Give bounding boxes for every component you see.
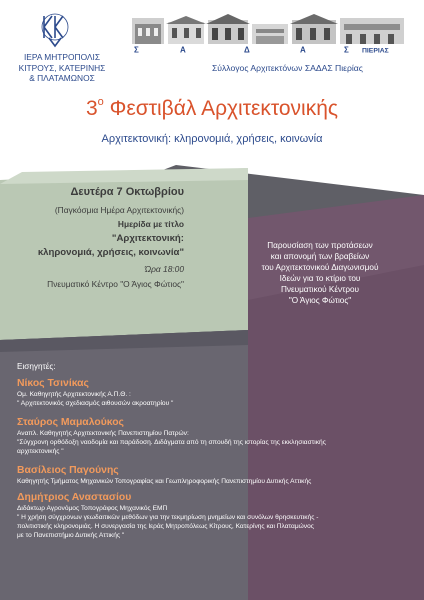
event-meeting: Ημερίδα με τίτλο <box>117 219 184 229</box>
speaker-name: Δημήτριος Αναστασίου <box>17 492 132 503</box>
banner-letter-2: Α <box>180 45 186 54</box>
speaker-talk: "Σύγχρονη ορθόδοξη ναοδομία και παράδοση. Διδάγματα από τη σπουδή της ιστορίας της εκκλησιαστικής <box>17 439 326 446</box>
speaker-role: Αναπλ. Καθηγητής Αρχιτεκτονικής Πανεπιστημίου Πατρών: <box>17 430 189 437</box>
speaker-name: Νίκος Τσινίκας <box>17 378 89 389</box>
presentation-text <box>252 240 388 306</box>
banner-letter-4: Α <box>300 45 306 54</box>
association-banner <box>132 44 404 54</box>
presentation-line: και απονομή των βραβείων <box>270 252 370 261</box>
event-day-text: Δευτέρα 7 Οκτωβρίου <box>70 186 184 198</box>
metropolis-line-1: ΙΕΡΑ ΜΗΤΡΟΠΟΛΙΣ <box>23 52 101 62</box>
speaker-entry <box>17 491 417 540</box>
banner-letter-3: Δ <box>244 45 250 54</box>
presentation-line: Ιδεών για το κτίριο του <box>279 274 361 283</box>
banner-letter-1: Σ <box>134 45 139 54</box>
speaker-talk: αρχιτεκτονικής " <box>17 448 64 455</box>
speaker-name: Βασίλειος Παγούνης <box>17 465 119 476</box>
speaker-name: Σταύρος Μαμαλούκος <box>17 417 124 428</box>
speaker-entry <box>17 416 417 456</box>
event-note: (Παγκόσμια Ημέρα Αρχιτεκτονικής) <box>54 205 184 215</box>
speaker-talk: " Η χρήση σύγχρονων γεωδαιτικών μεθόδων για την τεκμηρίωση μνημείων και συνόλων θρησκευτικής - <box>17 514 319 521</box>
event-topic-line-1: "Αρχιτεκτονική: <box>111 233 184 244</box>
banner-region: ΠΙΕΡΙΑΣ <box>362 47 389 54</box>
event-day <box>71 186 184 198</box>
festival-title <box>0 97 424 121</box>
title-ordinal: ο <box>97 96 104 108</box>
festival-subtitle: Αρχιτεκτονική: κληρονομιά, χρήσεις, κοινωνία <box>101 133 323 145</box>
presentation-line: του Αρχιτεκτονικού Διαγωνισμού <box>261 263 379 272</box>
speaker-talk: πολιτιστικής κληρονομιάς. Η συνεργασία της Ιεράς Μητροπόλεως Κίτρους, Κατερίνης και Πλαταμώνος <box>17 523 314 530</box>
speakers-label: Εισηγητές: <box>17 362 56 371</box>
presentation-line: "Ο Άγιος Φώτιος" <box>288 296 352 305</box>
speaker-role: Ομ. Καθηγητής Αρχιτεκτονικής Α.Π.Θ. : <box>17 391 131 398</box>
title-number: 3 <box>85 97 98 120</box>
event-time: Ώρα 18:00 <box>144 264 184 274</box>
title-text: Φεστιβάλ Αρχιτεκτονικής <box>109 97 339 120</box>
event-venue: Πνευματικό Κέντρο "Ο Άγιος Φώτιος" <box>47 279 184 289</box>
metropolis-line-2: ΚΙΤΡΟΥΣ, ΚΑΤΕΡΙΝΗΣ <box>18 62 106 73</box>
speaker-role: Διδάκτωρ Αγρονόμος Τοπογράφος Μηχανικός ΕΜΠ <box>17 505 168 512</box>
speakers-section <box>17 362 417 545</box>
event-topic-line-2: κληρονομιά, χρήσεις, κοινωνία" <box>37 247 184 258</box>
speaker-talk: " Αρχιτεκτονικός σχεδιασμός αιθουσών ακροατηρίου " <box>17 400 174 407</box>
metropolis-logo-icon <box>40 12 70 50</box>
metropolis-name <box>14 52 110 84</box>
banner-letter-5: Σ <box>344 45 349 54</box>
speaker-entry <box>17 464 417 486</box>
metropolis-line-3: & ΠΛΑΤΑΜΩΝΟΣ <box>29 73 95 83</box>
speaker-role: Καθηγητής Τμήματος Μηχανικών Τοπογραφίας και Γεωπληροφορικής Πανεπιστημίου Δυτικής Αττικής <box>17 478 312 485</box>
speaker-talk: με το Πανεπιστήμιο Δυτικής Αττικής " <box>17 532 125 539</box>
speaker-entry <box>17 377 417 408</box>
presentation-line: Πνευματικού Κέντρου <box>280 285 360 294</box>
presentation-line: Παρουσίαση των προτάσεων <box>267 241 373 250</box>
association-name: Σύλλογος Αρχιτεκτόνων ΣΑΔΑΣ Πιερίας <box>212 63 363 73</box>
